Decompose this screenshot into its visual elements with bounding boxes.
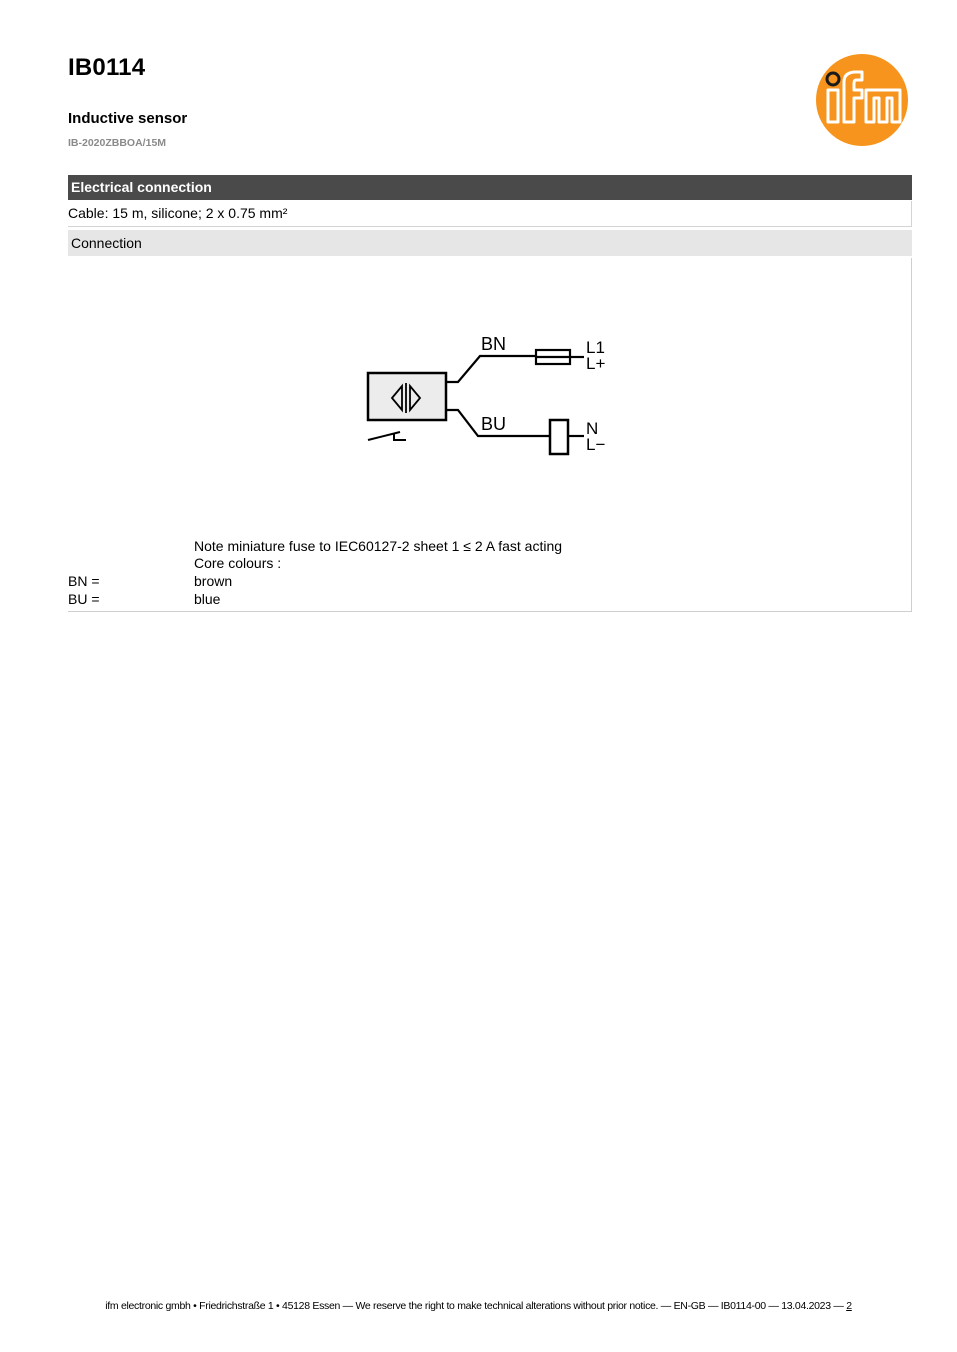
wire-label-bu: BU	[481, 414, 507, 434]
core-colour-brown: brown	[194, 573, 233, 589]
terminal-label-lminus: L−	[586, 435, 606, 454]
page-number[interactable]: 2	[846, 1300, 852, 1312]
product-type: Inductive sensor	[68, 110, 188, 127]
ifm-logo	[814, 52, 910, 148]
article-number: IB-2020ZBBOA/15M	[68, 137, 167, 149]
terminal-label-lplus: L+	[586, 354, 606, 373]
core-colours-label: Core colours :	[194, 555, 282, 571]
core-code-bn: BN =	[68, 573, 100, 589]
section-title-electrical-connection: Electrical connection	[68, 175, 912, 200]
cable-spec: Cable: 15 m, silicone; 2 x 0.75 mm²	[68, 201, 912, 227]
load-symbol	[550, 420, 568, 454]
sensor-symbol	[368, 373, 446, 420]
product-code: IB0114	[68, 54, 146, 81]
wiring-diagram	[364, 328, 624, 468]
connection-panel	[68, 258, 912, 612]
terminal-label-l1: L1	[586, 338, 605, 357]
core-code-bu: BU =	[68, 591, 100, 607]
terminal-label-n: N	[586, 419, 599, 438]
footer-text: ifm electronic gmbh • Friedrichstraße 1 • 45128 Essen — We reserve the right to make technical alterations without prior notice. — EN-GB — IB0114-00 — 13.04.2023 —	[105, 1300, 844, 1312]
core-colour-blue: blue	[194, 591, 221, 607]
wire-label-bn: BN	[481, 334, 507, 354]
footer	[0, 1300, 957, 1312]
connection-header: Connection	[68, 230, 912, 256]
fuse-note: Note miniature fuse to IEC60127-2 sheet 1 ≤ 2 A fast acting	[194, 538, 563, 554]
